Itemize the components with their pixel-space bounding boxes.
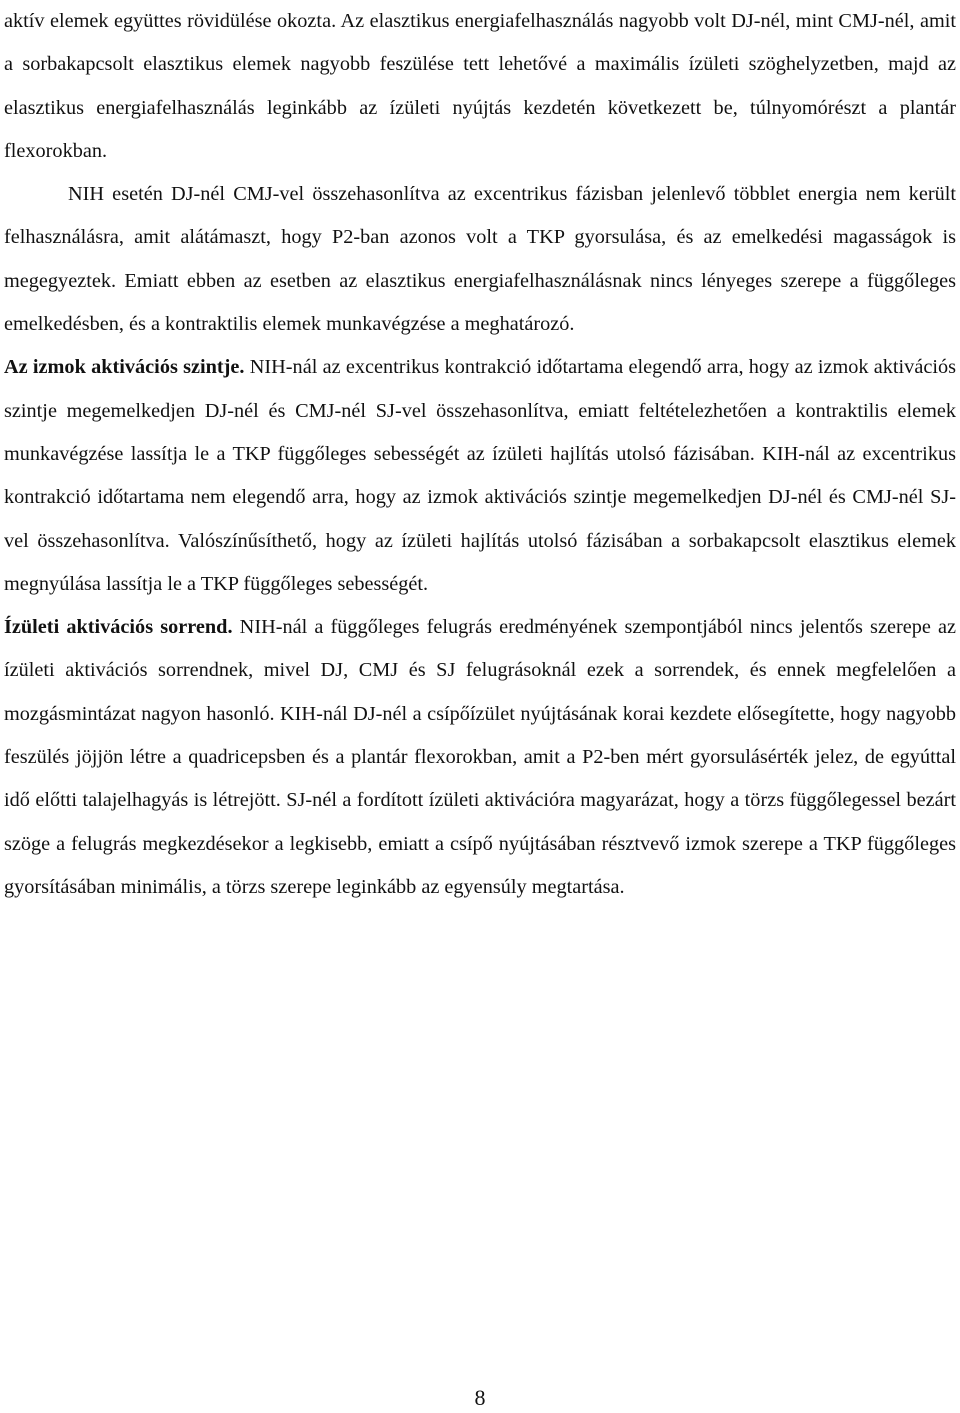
section-heading-activation-order: Ízületi aktivációs sorrend. — [4, 616, 233, 639]
paragraph-2: NIH esetén DJ-nél CMJ-vel összehasonlítva az excentrikus fázisban jelenlevő többlet energia nem került felhasználásra, amit alátámaszt, hogy P2-ban azonos volt a TKP gyorsulása, és az emelkedési magasságok is megegyeztek. Emiatt ebben az esetben az elasztikus energiafelhasználásnak nincs lényeges szerepe a függőleges emelkedésben, és a kontraktilis elemek munkavégzése a meghatározó. — [4, 183, 956, 336]
paragraph-4 — [4, 606, 956, 909]
document-body — [4, 0, 956, 909]
section-heading-activation-level: Az izmok aktivációs szintje. — [4, 356, 245, 379]
paragraph-3 — [4, 346, 956, 606]
paragraph-3-text: NIH-nál az excentrikus kontrakció időtartama elegendő arra, hogy az izmok aktivációs szintje megemelkedjen DJ-nél és CMJ-nél SJ-vel összehasonlítva, emiatt feltételezhetően a kontraktilis elemek munkavégzése lassítja le a TKP függőleges sebességét az ízületi hajlítás utolsó fázisában. KIH-nál az excentrikus kontrakció időtartama nem elegendő arra, hogy az izmok aktivációs szintje megemelkedjen DJ-nél és CMJ-nél SJ-vel összehasonlítva. Valószínűsíthető, hogy az ízületi hajlítás utolsó fázisában a sorbakapcsolt elasztikus elemek megnyúlása lassítja le a TKP függőleges sebességét. — [4, 356, 956, 595]
paragraph-4-text: NIH-nál a függőleges felugrás eredményének szempontjából nincs jelentős szerepe az ízületi aktivációs sorrendnek, mivel DJ, CMJ és SJ felugrásoknál ezek a sorrendek, és ennek megfelelően a mozgásmintázat nagyon hasonló. KIH-nál DJ-nél a csípőízület nyújtásának korai kezdete elősegítette, hogy nagyobb feszülés jöjjön létre a quadricepsben és a plantár flexorokban, amit a P2-ben mért gyorsulásérték jelez, de egyúttal idő előtti talajelhagyás is létrejött. SJ-nél a fordított ízületi aktivációra magyarázat, hogy a törzs függőlegessel bezárt szöge a felugrás megkezdésekor a legkisebb, emiatt a csípő nyújtásában résztvevő izmok szerepe a TKP függőleges gyorsításában minimális, a törzs szerepe leginkább az egyensúly megtartása. — [4, 616, 956, 898]
paragraph-1: aktív elemek együttes rövidülése okozta. Az elasztikus energiafelhasználás nagyobb volt DJ-nél, mint CMJ-nél, amit a sorbakapcsolt elasztikus elemek nagyobb feszülése tett lehetővé a maximális ízületi szöghelyzetben, majd az elasztikus energiafelhasználás leginkább az ízületi nyújtás kezdetén következett be, túlnyomórészt a plantár flexorokban. — [4, 10, 956, 162]
page-number: 8 — [474, 1385, 486, 1410]
